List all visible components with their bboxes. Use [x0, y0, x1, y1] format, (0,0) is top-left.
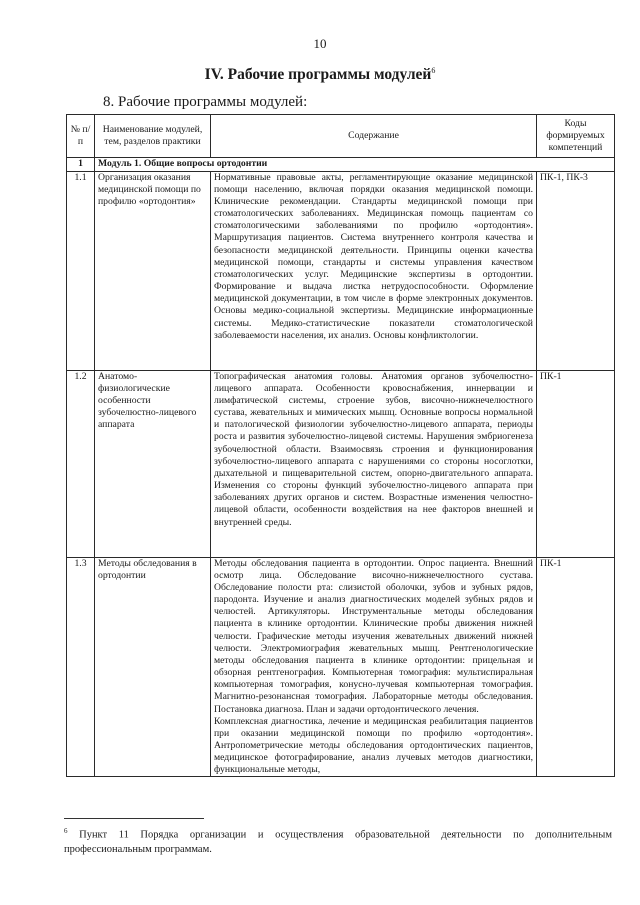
- module-title: Модуль 1. Общие вопросы ортодонтии: [95, 158, 615, 171]
- footnote-number: 6: [64, 827, 68, 835]
- row-num: 1.3: [67, 557, 95, 777]
- row-codes: ПК-1: [537, 557, 615, 777]
- row-content: [211, 557, 537, 777]
- table-row: [67, 171, 615, 370]
- module-num: 1: [67, 158, 95, 171]
- row-codes: ПК-1, ПК-3: [537, 171, 615, 370]
- header-name: Наименование модулей, тем, разделов практики: [95, 115, 211, 158]
- row-name: Методы обследования в ортодонтии: [95, 557, 211, 777]
- row-name: Анатомо-физиологические особенности зубочелюстно-лицевого аппарата: [95, 370, 211, 557]
- table-row: [67, 557, 615, 777]
- module-row: [67, 158, 615, 171]
- row-content: Топографическая анатомия головы. Анатомия органов зубочелюстно-лицевого аппарата. Особенности кровоснабжения, иннервации и лимфатической системы, строение зубов, височно-нижнечелюстного сустава, жевательных и мимических мышц. Основные вопросы нормальной и патологической физиологии зубочелюстно-лицевого аппарата, периоды роста и развития зубочелюстно-лицевой системы. Нарушения эмбриогенеза зубочелюстной области. Взаимосвязь строения и функционирования зубочелюстно-лицевого аппарата с нарушениями со стороны носоглотки, дыхательной и пищеварительной систем, опорно-двигательного аппарата. Изменения со стороны функций зубочелюстно-лицевого аппарата при заболеваниях других органов и систем. Возрастные изменения челюстно-лицевой области, особенности воздействия на нее факторов внешней и внутренней среды.: [211, 370, 537, 557]
- footnote-text: Пункт 11 Порядка организации и осуществления образовательной деятельности по дополнительным профессиональным программам.: [64, 829, 612, 855]
- row-name: Организация оказания медицинской помощи по профилю «ортодонтия»: [95, 171, 211, 370]
- header-content: Содержание: [211, 115, 537, 158]
- row-codes: ПК-1: [537, 370, 615, 557]
- footnote-mark: 6: [431, 66, 436, 75]
- row-content-paragraph: Комплексная диагностика, лечение и медицинская реабилитация пациентов при оказании медицинской помощи по профилю «ортодонтия». Антропометрические методы обследования ортодонтических пациентов, медицинское фотографирование, анализ лучевых методов диагностики, функциональные методы,: [214, 715, 533, 776]
- row-num: 1.2: [67, 370, 95, 557]
- programs-table: [66, 114, 615, 777]
- section-heading-text: IV. Рабочие программы модулей: [204, 66, 432, 84]
- header-num: № п/п: [67, 115, 95, 158]
- page-number: 10: [313, 36, 327, 51]
- row-num: 1.1: [67, 171, 95, 370]
- row-content-paragraph: Методы обследования пациента в ортодонтии. Опрос пациента. Внешний осмотр лица. Обследование височно-нижнечелюстного сустава. Обследование полости рта: слизистой оболочки, зубов и зубных рядов, пародонта. Изучение и анализ диагностических моделей зубных рядов и челюстей. Артикуляторы. Инструментальные методы обследования пациента в клинике ортодонтии. Клинические пробы движения нижней челюсти. Графические методы изучения жевательных движений нижней челюсти. Электромиография жевательных мышц. Рентгенологические методы обследования пациента в клинике ортодонтии: прицельная и обзорная рентгенография. Компьютерная томография: мультиспиральная компьютерная томография, конусно-лучевая компьютерная томография. Магнитно-резонансная томография. Лабораторные методы обследования. Постановка диагноза. План и задачи ортодонтического лечения.: [214, 557, 533, 715]
- table-header-row: [67, 115, 615, 158]
- footnote-divider: [64, 818, 204, 819]
- subsection-heading: 8. Рабочие программы модулей:: [103, 94, 308, 110]
- footnote: [64, 824, 612, 857]
- table-row: [67, 370, 615, 557]
- row-content: Нормативные правовые акты, регламентирующие оказание медицинской помощи населению, включая порядки оказания медицинской помощи. Клинические рекомендации. Стандарты медицинской помощи при стоматологических заболеваниях. Медицинская помощь пациентам со стоматологическими заболеваниями по профилю «ортодонтия». Маршрутизация пациентов. Система внутреннего контроля качества и безопасности медицинской деятельности. Принципы оценки качества медицинской помощи, стандарты и системы управления качеством стоматологических услуг. Медицинские экспертизы в ортодонтии. Формирование и выдача листка нетрудоспособности. Оформление медицинской документации, в том числе в форме электронных документов. Основы медико-социальной экспертизы. Медицинские информационные системы. Медико-статистические показатели стоматологической заболеваемости населения, их анализ. Основы конфликтологии.: [211, 171, 537, 370]
- section-heading: [0, 66, 640, 84]
- header-codes: Коды формируемых компетенций: [537, 115, 615, 158]
